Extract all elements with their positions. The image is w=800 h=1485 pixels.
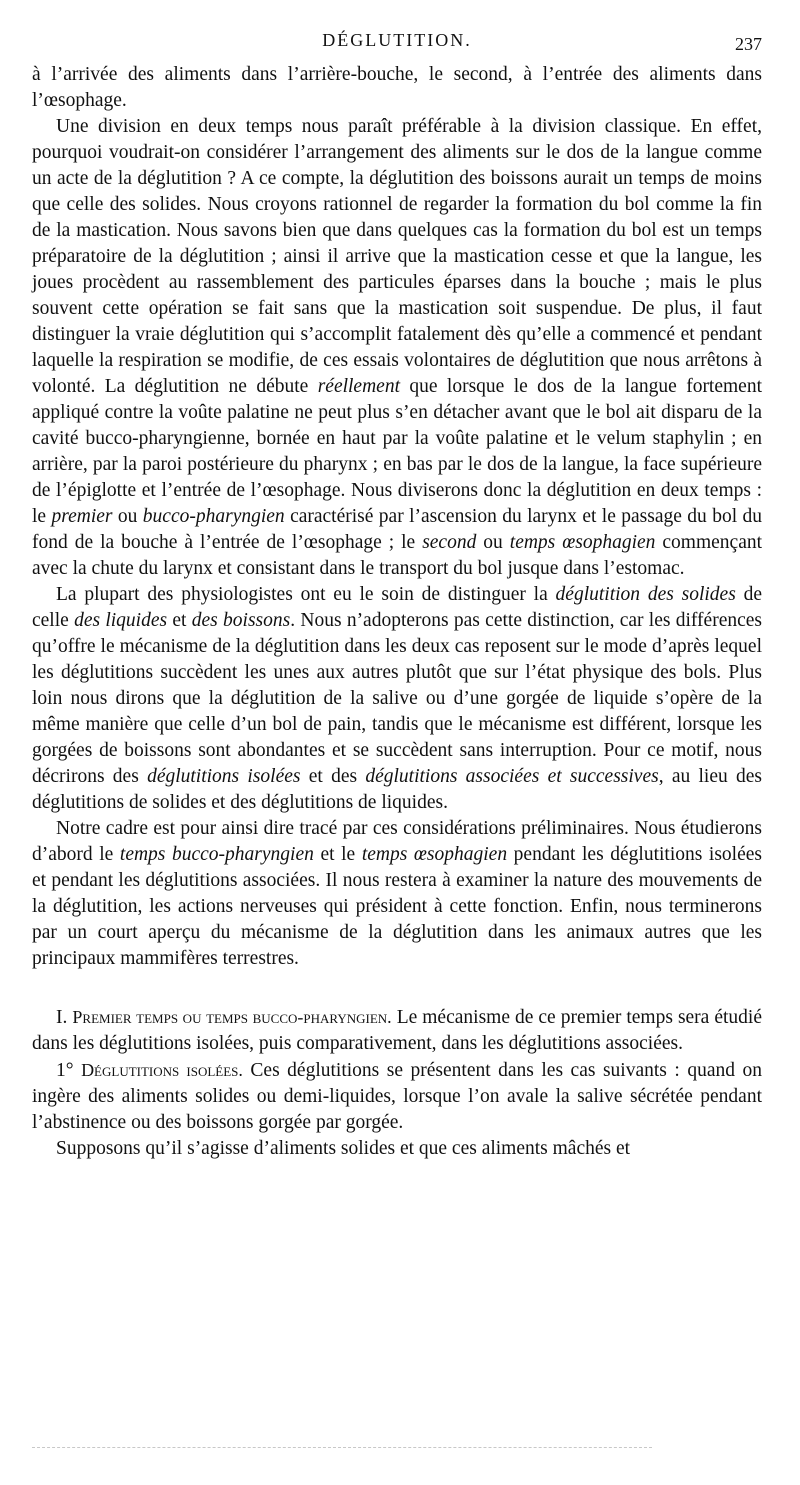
- text-run: Supposons qu’il s’agisse d’aliments solides et que ces aliments mâchés et: [56, 1138, 631, 1159]
- text-run: , au lieu des déglutitions de solides et des déglutitions de liquides.: [32, 766, 762, 813]
- subsection-heading: Déglutitions isolées.: [81, 1060, 243, 1080]
- paragraph-plan: [32, 816, 762, 972]
- paragraph-division: [32, 114, 762, 582]
- text-run: . Nous n’adopterons pas cette distinction, car les différences qu’offre le mécanisme de la déglutition dans les deux cas reposent sur le mode d’après lequel les déglutitions succèdent les unes aux autres plutôt que sur l’état physique des bols. Plus loin nous dirons que la déglutition de la salive ou d’une gorgée de liquide s’opère de la même manière que celle d’un bol de pain, tandis que le mécanisme est différent, lorsque les gorgées de boissons sont abondantes et se succèdent sans interruption. Pour ce motif, nous décrirons des: [32, 610, 763, 787]
- italic-term: des liquides: [74, 610, 168, 631]
- text-run: et le: [313, 844, 362, 865]
- text-run: Ces déglutitions se présentent dans les cas suivants : quand on ingère des aliments solides ou demi-liquides, lorsque l’on avale la salive sécrétée pendant l’abstinence ou des boissons gorgée par gorgée.: [32, 1060, 762, 1133]
- text-run: ou: [476, 532, 510, 553]
- text-run: Une division en deux temps nous paraît préférable à la division classique. En effet, pourquoi voudrait-on considérer l’arrangement des aliments sur le dos de la langue comme un acte de la déglutition ? A ce compte, la déglutition des boissons aurait un temps de moins que celle des solides. Nous croyons rationnel de regarder la formation du bol comme la fin de la mastication. Nous savons bien que dans quelques cas la formation du bol est un temps préparatoire de la déglutition ; ainsi il arrive que la mastication cesse et que la langue, les joues procèdent au rassemblement des particules éparses dans la bouche ; mais le plus souvent cette opération se fait sans que la mastication soit suspendue. De plus, il faut distinguer la vraie déglutition qui s’accomplit fatalement dès qu’elle a commencé et pendant laquelle la respiration se modifie, de ces essais volontaires de déglutition que nous arrêtons à volonté. La déglutition ne débute: [32, 116, 762, 397]
- section-heading: Premier temps ou temps bucco-pharyngien.: [72, 1007, 392, 1027]
- text-run: La plupart des physiologistes ont eu le soin de distinguer la: [56, 584, 556, 605]
- subsection-isolated: [32, 1057, 762, 1136]
- paragraph-solids-liquids: [32, 582, 762, 816]
- italic-term: déglutitions isolées: [147, 766, 301, 787]
- text-run: caractérisé par l’ascension du larynx et le passage du bol du fond de la bouche à l’entrée de l’œsophage ; le: [32, 506, 763, 553]
- text-run: Le mécanisme de ce premier temps sera étudié dans les déglutitions isolées, puis comparativement, dans les déglutitions associées.: [32, 1007, 762, 1054]
- paragraph-suppose: [32, 1136, 762, 1162]
- italic-term: premier: [51, 506, 113, 527]
- italic-term: déglutitions associées et successives: [365, 766, 659, 787]
- text-run: de celle: [32, 584, 763, 631]
- paragraph-continuation: [32, 62, 762, 114]
- text-run: Notre cadre est pour ainsi dire tracé par ces considérations préliminaires. Nous étudierons d’abord le: [32, 818, 762, 865]
- italic-term: temps œsophagien: [361, 844, 508, 865]
- italic-term: temps bucco-pharyngien: [119, 844, 314, 865]
- italic-term: bucco-pharyngien: [142, 506, 285, 527]
- text-run: et: [167, 610, 192, 631]
- subsection-number: 1°: [56, 1060, 82, 1081]
- text-run: à l’arrivée des aliments dans l’arrière-bouche, le second, à l’entrée des aliments dans l’œsophage.: [32, 64, 762, 111]
- text-run: et des: [300, 766, 366, 787]
- italic-term: second: [422, 532, 477, 553]
- section-spacer: [32, 972, 762, 1004]
- page-bottom-rule: [32, 1447, 652, 1448]
- section-number: I.: [56, 1007, 73, 1028]
- italic-term: temps œsophagien: [509, 532, 656, 553]
- text-run: ou: [112, 506, 143, 527]
- text-run: commençant avec la chute du larynx et consistant dans le transport du bol jusque dans l’estomac.: [32, 532, 763, 579]
- text-run: pendant les déglutitions isolées et pendant les déglutitions associées. Il nous restera à examiner la nature des mouvements de la déglutition, les actions nerveuses qui président à cette fonction. Enfin, nous terminerons par un court aperçu du mécanisme de la déglutition dans les animaux autres que les principaux mammifères terrestres.: [32, 844, 762, 969]
- section-first-stage: [32, 1004, 762, 1057]
- book-page: [32, 30, 762, 1162]
- running-title: DÉGLUTITION.: [322, 30, 472, 50]
- italic-term: déglutition des solides: [555, 584, 736, 605]
- page-number: 237: [735, 34, 762, 54]
- running-head: [32, 30, 762, 60]
- italic-term: réellement: [317, 376, 400, 397]
- italic-term: des boissons: [191, 610, 291, 631]
- text-run: que lorsque le dos de la langue fortement appliqué contre la voûte palatine ne peut plus s’en détacher avant que le bol ait disparu de la cavité bucco-pharyngienne, bornée en haut par la voûte palatine et le velum staphylin ; en arrière, par la paroi postérieure du pharynx ; en bas par le dos de la langue, la face supérieure de l’épiglotte et l’entrée de l’œsophage. Nous diviserons donc la déglutition en deux temps : le: [32, 376, 762, 527]
